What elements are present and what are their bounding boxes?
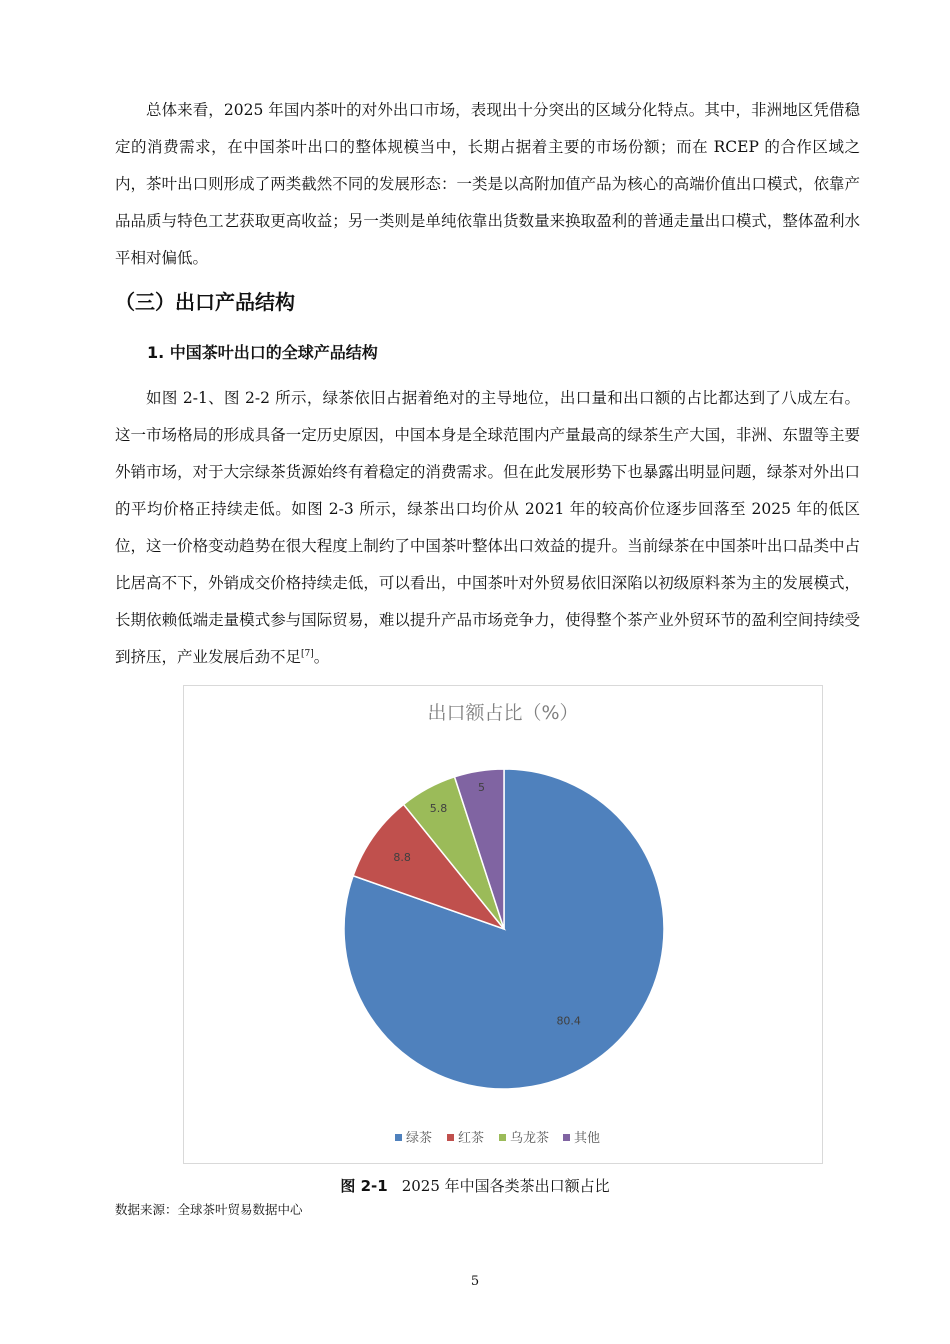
subsection-heading: 1. 中国茶叶出口的全球产品结构 [147, 343, 378, 362]
legend-swatch-black-tea [447, 1134, 454, 1141]
data-source-note: 数据来源：全球茶叶贸易数据中心 [115, 1202, 303, 1217]
pie-chart [184, 686, 822, 1163]
legend-swatch-green-tea [395, 1134, 402, 1141]
legend-swatch-other-tea [563, 1134, 570, 1141]
legend-label-black-tea: 红茶 [458, 1131, 485, 1146]
figure-title: 2025 年中国各类茶出口额占比 [401, 1177, 610, 1195]
pie-chart-figure [183, 685, 823, 1164]
paragraph-regional-overview: 总体来看，2025 年国内茶叶的对外出口市场，表现出十分突出的区域分化特点。其中，非洲地区凭借稳定的消费需求，在中国茶叶出口的整体规模当中，长期占据着主要的市场份额；而在 RCEP 的合作区域之内，茶叶出口则形成了两类截然不同的发展形态：一类是以高附加值产品为核心的高端价值出口模式，依靠产品品质与特色工艺获取更高收益；另一类则是单纯依靠出货数量来换取盈利的普通走量出口模式，整体盈利水平相对偏低。 [115, 101, 860, 267]
page-number: 5 [470, 1274, 480, 1289]
legend-label-green-tea: 绿茶 [406, 1131, 433, 1146]
paragraph-end: 。 [313, 648, 330, 666]
legend-label-other-tea: 其他 [574, 1131, 601, 1146]
figure-number: 图 2-1 [340, 1177, 388, 1195]
section-heading: （三）出口产品结构 [115, 290, 295, 314]
legend-label-oolong-tea: 乌龙茶 [510, 1131, 550, 1146]
figure-caption [0, 1174, 950, 1198]
data-label-other-tea: 5 [477, 780, 485, 794]
data-label-green-tea: 80.4 [556, 1014, 581, 1028]
citation-ref: [7] [301, 648, 314, 659]
paragraph-product-structure [115, 380, 860, 676]
data-label-black-tea: 8.8 [393, 850, 411, 864]
paragraph-text: 如图 2-1、图 2-2 所示，绿茶依旧占据着绝对的主导地位，出口量和出口额的占比都达到了八成左右。这一市场格局的形成具备一定历史原因，中国本身是全球范围内产量最高的绿茶生产大国，非洲、东盟等主要外销市场，对于大宗绿茶货源始终有着稳定的消费需求。但在此发展形势下也暴露出明显问题，绿茶对外出口的平均价格正持续走低。如图 2-3 所示，绿茶出口均价从 2021 年的较高价位逐步回落至 2025 年的低区位，这一价格变动趋势在很大程度上制约了中国茶叶整体出口效益的提升。当前绿茶在中国茶叶出口品类中占比居高不下，外销成交价格持续走低，可以看出，中国茶叶对外贸易依旧深陷以初级原料茶为主的发展模式，长期依赖低端走量模式参与国际贸易，难以提升产品市场竞争力，使得整个茶产业外贸环节的盈利空间持续受到挤压，产业发展后劲不足 [115, 389, 860, 666]
data-label-oolong-tea: 5.8 [429, 802, 448, 816]
chart-title: 出口额占比（%） [427, 702, 579, 724]
legend-swatch-oolong-tea [499, 1134, 506, 1141]
